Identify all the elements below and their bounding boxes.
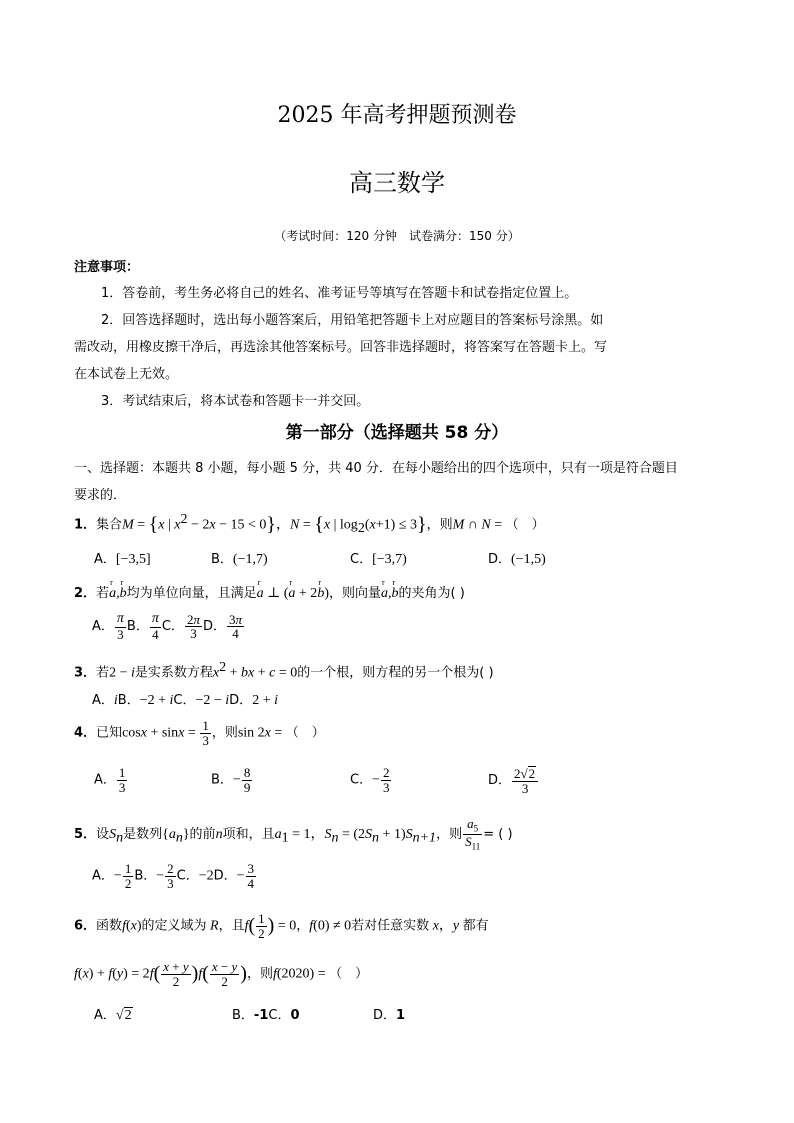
option-label: C．: [176, 868, 199, 884]
question-2-options: A． $\frac{\pi}{3}$ B． $\frac{\pi}{4}$ C． $\frac{2\pi}{3}$ D． $\frac{3\pi}{4}$: [92, 611, 242, 642]
part1-intro-line-2: 要求的．: [74, 488, 127, 503]
question-5-options: A．− $\frac{1}{2}$ B．− $\frac{2}{3}$ C．−2D．− $\frac{3}{4}$: [92, 861, 255, 891]
question-text: 若: [96, 586, 110, 601]
question-text: ，则: [436, 827, 463, 843]
option-label: D．: [488, 552, 512, 567]
question-4-option-b: B．− $\frac{8}{9}$: [211, 765, 251, 795]
option-label: B．: [117, 693, 140, 708]
question-text: 设: [96, 827, 110, 843]
option-label: B．: [134, 868, 157, 884]
question-text: ，且: [218, 918, 245, 934]
option-label: A．: [92, 693, 114, 708]
question-3-stem: 3．若2 − i是实系数方程$x^2$ + bx + c = 0的一个根，则方程的另一个根为( ): [74, 660, 494, 681]
exam-title: 2025 年高考押题预测卷: [277, 103, 517, 128]
question-text: ，则: [211, 725, 238, 741]
question-2-stem: 2．若r a,r b均为单位向量，且满足r a ⊥ (r a + 2r b)，则向量r a,r b的夹角为( ): [74, 582, 465, 602]
option-label: A．: [92, 868, 114, 884]
question-text: 是实系数方程: [134, 665, 213, 681]
question-text: 的一个根，则方程的另一个根为( ): [297, 665, 494, 681]
option-label: D．: [213, 868, 237, 884]
question-number: 1．: [74, 517, 97, 533]
question-number: 6．: [74, 918, 97, 934]
exam-subject: 高三数学: [349, 169, 445, 197]
question-text: 的夹角为( ): [398, 586, 465, 601]
option-label: A．: [92, 619, 114, 635]
question-5-stem: 5．设$S_n$是数列$\{a_n\}$的前n项和，且$a_1 = 1$，$S_n = (2S_n + 1)S_{n+1}$，则 $\frac{a_5}{S_{11}}$ = ( ): [74, 816, 513, 852]
part1-heading: 第一部分（选择题共 58 分）: [285, 423, 509, 443]
question-text: 的定义域为: [141, 918, 207, 934]
option-label: C．: [173, 693, 196, 708]
option-label: D．: [488, 773, 512, 789]
question-text: 均为单位向量，且满足: [126, 586, 257, 601]
option-label: C．: [350, 772, 373, 788]
question-6-option-a: A．√2: [94, 1008, 132, 1023]
question-4-option-c: C．− $\frac{2}{3}$: [350, 765, 390, 795]
notice-item-3: 3．考试结束后，将本试卷和答题卡一并交回。: [101, 394, 370, 409]
question-6-option-d: [373, 1004, 405, 1023]
notice-item-1: 1．答卷前，考生务必将自己的姓名、准考证号等填写在答题卡和试卷指定位置上。: [101, 286, 578, 301]
option-value: 1: [396, 1008, 406, 1023]
answer-blank: （ ）: [505, 517, 545, 533]
question-number: 2．: [74, 586, 97, 601]
option-label: A．: [94, 772, 116, 788]
question-text: ，则: [246, 966, 273, 982]
question-text: 已知: [96, 725, 123, 741]
question-number: 3．: [74, 665, 97, 681]
question-6-stem-line-2: f(x) + f(y) = 2f( $\frac{x + y}{2}$ )f( $\frac{x - y}{2}$ )，则f(2020) = （ ）: [74, 959, 369, 989]
option-value: 0: [290, 1008, 300, 1023]
option-label: D．: [229, 693, 253, 708]
question-text: = ( ): [483, 827, 513, 843]
question-text: ，: [296, 918, 310, 934]
question-text: 若: [96, 665, 110, 681]
question-1-option-b: B．(−1,7): [211, 552, 268, 567]
question-text: 的前: [189, 827, 216, 843]
question-1-option-d: D．(−1,5): [488, 552, 546, 567]
option-label: B．: [211, 552, 233, 567]
answer-blank: （ ）: [285, 725, 325, 741]
question-number: 5．: [74, 827, 97, 843]
option-value: -1: [253, 1008, 269, 1023]
question-text: 集合: [96, 517, 123, 533]
option-label: C．: [268, 1008, 291, 1023]
question-6-stem-line-1: 6．函数f(x)的定义域为 R，且f( $\frac{1}{2}$ ) = 0，f(0) ≠ 0若对任意实数 x，y 都有: [74, 911, 489, 941]
question-4-option-d: D． $\frac{2√2}{3}$: [488, 766, 539, 795]
question-1-option-a: A．[−3,5]: [94, 552, 151, 567]
question-4-stem: 4．已知cosx + sinx = $\frac{1}{3}$ ，则sin 2x = （ ）: [74, 718, 325, 748]
question-text: 都有: [462, 918, 489, 934]
option-label: C．: [350, 552, 373, 567]
option-label: B．: [126, 619, 149, 635]
option-label: A．: [94, 552, 116, 567]
question-text: ，则向量: [328, 586, 381, 601]
answer-blank: （ ）: [329, 966, 369, 982]
notice-item-2-line-3: 在本试卷上无效。: [74, 367, 179, 382]
option-label: B．: [211, 772, 233, 788]
question-text: 是数列: [123, 827, 163, 843]
option-label: C．: [161, 619, 184, 635]
notice-item-2-line-2: 需改动，用橡皮擦干净后，再选涂其他答案标号。回答非选择题时，将答案写在答题卡上。写: [74, 340, 608, 355]
question-3-options: A．iB．−2 + iC．−2 − iD．2 + i: [92, 693, 278, 708]
question-text: 项和，且: [222, 827, 275, 843]
question-text: ，则: [426, 517, 453, 533]
question-6-option-bc: [232, 1004, 300, 1023]
option-label: A．: [94, 1008, 116, 1023]
notice-heading: 注意事项：: [74, 260, 140, 275]
question-number: 4．: [74, 725, 97, 741]
question-text: 若对任意实数: [351, 918, 430, 934]
question-1-option-c: C．[−3,7): [350, 552, 407, 567]
notice-item-2-line-1: 2．回答选择题时，选出每小题答案后，用铅笔把答题卡上对应题目的答案标号涂黑。如: [101, 313, 604, 328]
part1-intro-line-1: 一、选择题：本题共 8 小题，每小题 5 分，共 40 分．在每小题给出的四个选项中，只有一项是符合题目: [74, 461, 678, 476]
option-label: B．: [232, 1008, 254, 1023]
question-1-stem: 1．集合M = {x | $x^2 - 2x - 15 < 0$}，N = {x | $\log_2(x+1) \le 3$}，则M ∩ N = （ ）: [74, 512, 545, 536]
question-4-option-a: A． $\frac{1}{3}$: [94, 765, 126, 795]
option-label: D．: [202, 619, 226, 635]
question-text: 函数: [96, 918, 123, 934]
exam-info: （考试时间：120 分钟 试卷满分：150 分）: [274, 229, 520, 243]
option-label: D．: [373, 1008, 397, 1023]
